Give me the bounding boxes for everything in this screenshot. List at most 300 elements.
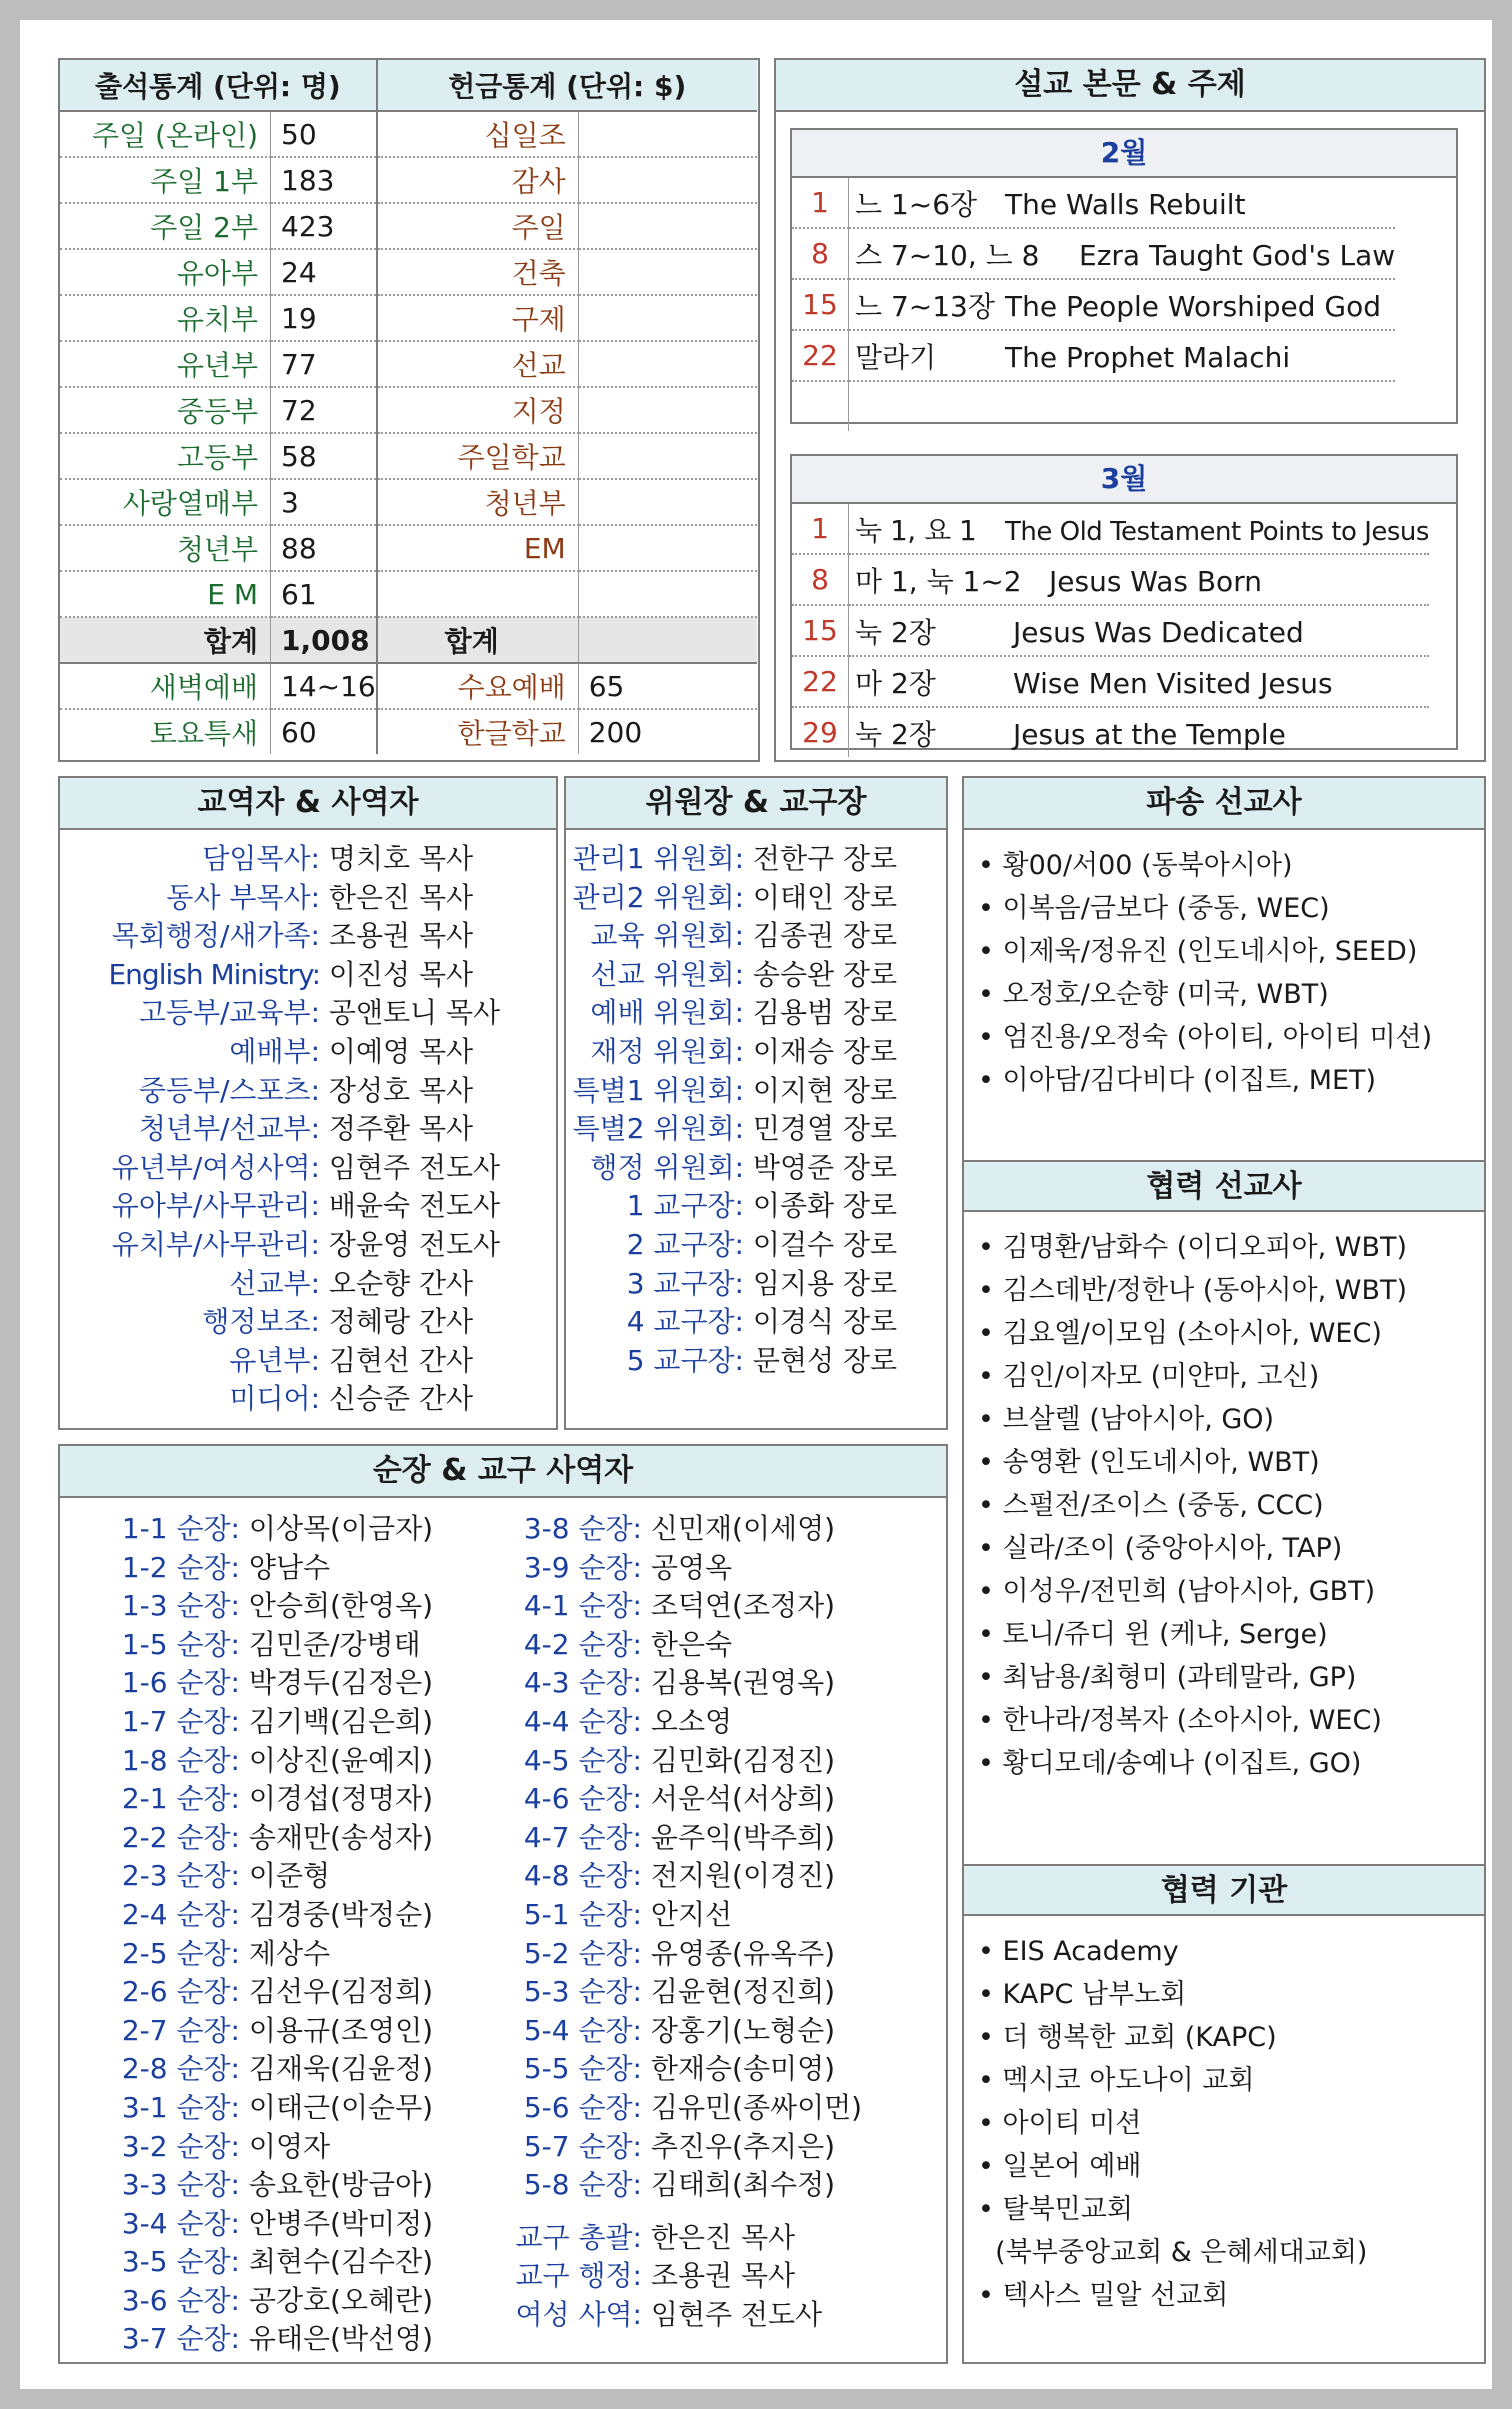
list-item (480, 2219, 940, 2258)
cell-name: 서운석(서상희) (650, 1782, 836, 1816)
offering-label: EM (377, 525, 579, 571)
attendance-value: 72 (271, 387, 377, 433)
list-item (60, 2205, 500, 2244)
cell-role: 4-7 순장: (523, 1820, 642, 1854)
list-item (60, 1380, 556, 1419)
list-item (480, 1896, 940, 1935)
extra-label: 새벽예배 (60, 663, 271, 709)
sermon-ref: 눅 2장 (855, 717, 936, 751)
sermon-text (849, 707, 1429, 757)
list-item (60, 840, 556, 879)
list-item (480, 1549, 940, 1588)
cell-role: 3-6 순장: (121, 2283, 240, 2317)
offering-label: 구제 (377, 295, 579, 341)
cell-role: 4-4 순장: (523, 1704, 642, 1738)
staff-role: 유년부/여성사역: (111, 1150, 320, 1184)
offering-total-label: 합계 (377, 617, 579, 663)
list-item (60, 1342, 556, 1381)
list-item (60, 1110, 556, 1149)
sermon-day: 22 (792, 330, 849, 381)
list-item: • 스펄전/조이스 (중동, CCC) (978, 1490, 1324, 1521)
sermon-text (849, 381, 1396, 431)
staff-name: 이진성 목사 (328, 957, 474, 991)
cell-role: 1-1 순장: (121, 1512, 240, 1545)
sermon-row (792, 554, 1429, 605)
offering-value (578, 295, 757, 341)
cell-name: 박경두(김정은) (248, 1666, 434, 1700)
staff-name: 정주환 목사 (328, 1112, 474, 1146)
cell-role: 2-1 순장: (121, 1782, 240, 1816)
stats-extra-row (60, 709, 757, 754)
sermon-day: 15 (792, 605, 849, 656)
staff-role: 담임목사: (202, 842, 320, 875)
cell-role: 3-2 순장: (121, 2129, 240, 2163)
cell-role: 5-2 순장: (523, 1936, 642, 1970)
sermon-title: The Prophet Malachi (1005, 340, 1291, 374)
cell-name: 추진우(추지은) (650, 2129, 836, 2163)
offering-label: 주일 (377, 203, 579, 249)
list-item (480, 2089, 940, 2128)
cell-role: 1-3 순장: (121, 1589, 240, 1623)
list-item (60, 956, 556, 995)
cell-role: 5-5 순장: (523, 2052, 642, 2086)
attendance-value: 50 (271, 111, 377, 157)
list-item: • 이성우/전민희 (남아시아, GBT) (978, 1576, 1376, 1607)
committee-role: 교육 위원회: (590, 919, 744, 953)
staff-name: 공앤토니 목사 (328, 996, 501, 1030)
staff-name: 배윤숙 전도사 (328, 1189, 501, 1223)
offering-value (578, 157, 757, 203)
list-item (60, 1549, 500, 1588)
partner-orgs-list (964, 1916, 1484, 2317)
committee-name: 이지현 장로 (752, 1073, 898, 1107)
list-item (60, 1587, 500, 1626)
sermon-day: 15 (792, 279, 849, 330)
staff-role: 중등부/스포츠: (138, 1073, 320, 1107)
list-item (60, 2128, 500, 2167)
attendance-value: 77 (271, 341, 377, 387)
list-item (480, 1857, 940, 1896)
sermon-row (792, 504, 1429, 554)
attendance-label: 사랑열매부 (60, 479, 271, 525)
list-item: • 토니/쥬디 윈 (케냐, Serge) (978, 1619, 1328, 1650)
list-item (480, 1819, 940, 1858)
sermon-row (792, 707, 1429, 757)
cell-role: 2-3 순장: (121, 1859, 240, 1893)
attendance-label: 중등부 (60, 387, 271, 433)
sermon-ref: 느 1~6장 (855, 187, 978, 221)
attendance-label: 주일 (온라인) (60, 111, 271, 157)
stats-row (60, 157, 757, 203)
offering-value (578, 433, 757, 479)
committee-name: 전한구 장로 (752, 842, 898, 875)
list-item: • KAPC 남부노회 (978, 1979, 1187, 2010)
sermon-text (849, 178, 1396, 228)
list-item (566, 840, 946, 879)
offering-value (578, 525, 757, 571)
list-item: • 송영환 (인도네시아, WBT) (978, 1447, 1320, 1478)
staff-name: 김현선 간사 (328, 1343, 474, 1377)
list-item (480, 2257, 940, 2296)
staff-role: 유년부: (229, 1343, 320, 1377)
cell-name: 안병주(박미정) (248, 2206, 434, 2240)
attendance-value: 183 (271, 157, 377, 203)
sermon-ref: 말라기 (855, 340, 937, 374)
sermon-ref: 눅 1, 요 1 (855, 513, 977, 547)
committee-role: 1 교구장: (626, 1189, 744, 1223)
partner-missionaries-header: 협력 선교사 (964, 1160, 1484, 1212)
cell-name: 유영종(유옥주) (650, 1936, 836, 1970)
list-item (480, 1935, 940, 1974)
offering-value (578, 203, 757, 249)
committee-role: 예배 위원회: (590, 996, 744, 1030)
cell-name: 김경중(박정순) (248, 1897, 434, 1931)
staff-name: 임현주 전도사 (328, 1150, 501, 1184)
list-item (566, 879, 946, 918)
list-item (60, 2282, 500, 2321)
attendance-label: 주일 1부 (60, 157, 271, 203)
attendance-label: 주일 2부 (60, 203, 271, 249)
staff-role: 미디어: (229, 1382, 320, 1416)
committee-name: 이재승 장로 (752, 1034, 898, 1068)
cell-name: 조덕연(조정자) (650, 1589, 836, 1623)
cell-name: 오소영 (650, 1704, 733, 1738)
cell-name: 이영자 (248, 2129, 331, 2163)
district-role: 교구 행정: (515, 2259, 642, 2293)
sermon-row (792, 330, 1395, 381)
cell-role: 4-2 순장: (523, 1627, 642, 1661)
list-item (480, 1626, 940, 1665)
committee-box (564, 776, 948, 1430)
list-item: • 텍사스 밀알 선교회 (978, 2280, 1229, 2311)
staff-list (60, 830, 556, 1419)
staff-name: 오순향 간사 (328, 1266, 474, 1300)
attendance-value: 3 (271, 479, 377, 525)
list-item (566, 1265, 946, 1304)
cell-name: 공영옥 (650, 1550, 733, 1584)
sermon-text (849, 504, 1429, 554)
cell-role: 3-9 순장: (523, 1550, 642, 1584)
cell-role: 5-1 순장: (523, 1897, 642, 1931)
month-title: 2월 (792, 130, 1456, 178)
extra-value: 60 (271, 709, 377, 754)
committee-role: 특별1 위원회: (572, 1073, 744, 1107)
list-item: • 브살렐 (남아시아, GO) (978, 1404, 1275, 1435)
cell-leaders-box (58, 1444, 948, 2364)
district-role: 교구 총괄: (515, 2220, 642, 2254)
committee-list (566, 830, 946, 1380)
attendance-value: 58 (271, 433, 377, 479)
stats-row (60, 525, 757, 571)
cell-role: 3-5 순장: (121, 2245, 240, 2279)
cell-name: 이준형 (248, 1859, 331, 1893)
offering-value (578, 111, 757, 157)
list-item (566, 917, 946, 956)
attendance-value: 61 (271, 571, 377, 617)
list-item (60, 1935, 500, 1974)
list-item (480, 2128, 940, 2167)
committee-name: 김용범 장로 (752, 996, 898, 1030)
list-item: • 김스데반/정한나 (동아시아, WBT) (978, 1275, 1408, 1306)
sermon-title: Jesus Was Dedicated (1013, 615, 1304, 649)
sermon-row (792, 279, 1395, 330)
list-item: • 황00/서00 (동북아시아) (978, 850, 1293, 881)
sermon-title: The Walls Rebuilt (1005, 187, 1246, 221)
offering-label: 선교 (377, 341, 579, 387)
cell-name: 최현수(김수잔) (248, 2245, 434, 2279)
attendance-label: 유치부 (60, 295, 271, 341)
stats-row (60, 111, 757, 157)
staff-role: 선교부: (229, 1266, 320, 1300)
committee-name: 이걸수 장로 (752, 1227, 898, 1261)
committee-header: 위원장 & 교구장 (566, 778, 946, 830)
stats-table (60, 60, 757, 754)
cell-role: 3-1 순장: (121, 2090, 240, 2124)
stats-row (60, 249, 757, 295)
sermon-day (792, 381, 849, 431)
cell-name: 한재승(송미영) (650, 2052, 836, 2086)
list-item (566, 1110, 946, 1149)
partner-orgs-header: 협력 기관 (964, 1864, 1484, 1916)
cell-name: 이상진(윤예지) (248, 1743, 434, 1777)
offering-label: 건축 (377, 249, 579, 295)
sent-missionaries-header: 파송 선교사 (964, 778, 1484, 830)
committee-name: 문현성 장로 (752, 1343, 898, 1377)
staff-name: 한은진 목사 (328, 880, 474, 914)
cell-name: 김민화(김정진) (650, 1743, 836, 1777)
staff-role: 목회행정/새가족: (111, 919, 320, 953)
sermon-ref: 마 2장 (855, 666, 936, 700)
attendance-label: 청년부 (60, 525, 271, 571)
staff-name: 신승준 간사 (328, 1382, 474, 1416)
list-item: • 아이티 미션 (978, 2108, 1142, 2139)
sermon-day: 22 (792, 656, 849, 707)
cell-name: 이태근(이순무) (248, 2090, 434, 2124)
sermon-title: Wise Men Visited Jesus (1013, 666, 1333, 700)
partner-missionaries-list (964, 1212, 1484, 1864)
sermon-day: 1 (792, 504, 849, 554)
list-item (60, 1819, 500, 1858)
stats-row (60, 571, 757, 617)
list-item (60, 994, 556, 1033)
cell-name: 양남수 (248, 1550, 331, 1584)
offering-value (578, 479, 757, 525)
list-item (60, 1072, 556, 1111)
extra-value: 14~16 (271, 663, 377, 709)
list-item (566, 1149, 946, 1188)
cell-role: 4-8 순장: (523, 1859, 642, 1893)
cell-role: 3-7 순장: (121, 2322, 240, 2356)
sermon-row (792, 656, 1429, 707)
attendance-total-value: 1,008 (271, 617, 377, 663)
cell-name: 한은숙 (650, 1627, 733, 1661)
committee-name: 이경식 장로 (752, 1305, 898, 1339)
committee-role: 행정 위원회: (590, 1150, 744, 1184)
offering-value (578, 341, 757, 387)
cell-name: 김용복(권영옥) (650, 1666, 836, 1700)
cell-name: 김기백(김은희) (248, 1704, 434, 1738)
staff-role: 예배부: (229, 1034, 320, 1068)
list-item: • 탈북민교회 (978, 2194, 1133, 2225)
sermon-ref: 느 7~13장 (855, 289, 995, 323)
sermon-list (792, 178, 1395, 431)
list-item (566, 1226, 946, 1265)
extra-label: 한글학교 (377, 709, 579, 754)
list-item: • 더 행복한 교회 (KAPC) (978, 2022, 1277, 2053)
attendance-total-label: 합계 (60, 617, 271, 663)
extra-label: 토요특새 (60, 709, 271, 754)
list-item: • 김명환/남화수 (이디오피아, WBT) (978, 1232, 1408, 1263)
sermon-text (849, 330, 1396, 381)
offering-total-value (578, 617, 757, 663)
cell-leaders-right (480, 1510, 940, 2334)
attendance-value: 88 (271, 525, 377, 571)
cell-role: 2-2 순장: (121, 1820, 240, 1854)
list-item (60, 1033, 556, 1072)
list-item (480, 1973, 940, 2012)
offering-label: 십일조 (377, 111, 579, 157)
list-item (60, 1265, 556, 1304)
staff-role: 고등부/교육부: (138, 996, 320, 1030)
extra-value: 200 (588, 715, 643, 749)
list-item (566, 994, 946, 1033)
month-title: 3월 (792, 456, 1456, 504)
committee-name: 임지용 장로 (752, 1266, 898, 1300)
attendance-value: 24 (271, 249, 377, 295)
attendance-label: 고등부 (60, 433, 271, 479)
staff-name: 이예영 목사 (328, 1034, 474, 1068)
offering-value (578, 571, 757, 617)
list-item: • 이아담/김다비다 (이집트, MET) (978, 1065, 1377, 1096)
list-item: • 김인/이자모 (미얀마, 고신) (978, 1361, 1320, 1392)
cell-name: 김재욱(김윤정) (248, 2052, 434, 2086)
list-item (480, 1742, 940, 1781)
sermon-title: Jesus at the Temple (1013, 717, 1286, 751)
cell-role: 4-5 순장: (523, 1743, 642, 1777)
offering-value (578, 387, 757, 433)
list-item: • 일본어 예배 (978, 2151, 1142, 2182)
stats-total-row (60, 617, 757, 663)
list-item (60, 1226, 556, 1265)
cell-name: 이용규(조영인) (248, 2013, 434, 2047)
cell-name: 제상수 (248, 1936, 331, 1970)
sermon-row (792, 381, 1395, 431)
month-feb (790, 128, 1458, 424)
sermon-text (849, 656, 1429, 707)
list-item: • EIS Academy (978, 1936, 1179, 1967)
cell-role: 2-7 순장: (121, 2013, 240, 2047)
list-item (60, 2166, 500, 2205)
committee-role: 5 교구장: (626, 1343, 744, 1377)
sermon-text (849, 554, 1429, 605)
staff-role: English Ministry: (108, 957, 320, 991)
cell-name: 공강호(오혜란) (248, 2283, 434, 2317)
list-item (60, 1149, 556, 1188)
cell-name: 윤주익(박주희) (650, 1820, 836, 1854)
list-item: • 실라/조이 (중앙아시아, TAP) (978, 1533, 1343, 1564)
attendance-header: 출석통계 (단위: 명) (60, 60, 377, 111)
cell-name: 안승희(한영옥) (248, 1589, 434, 1623)
cell-role: 1-8 순장: (121, 1743, 240, 1777)
cell-role: 1-5 순장: (121, 1627, 240, 1661)
list-item (566, 1033, 946, 1072)
list-item (480, 2050, 940, 2089)
sermon-ref: 마 1, 눅 1~2 (855, 564, 1022, 598)
cell-role: 2-4 순장: (121, 1897, 240, 1931)
sermon-day: 8 (792, 554, 849, 605)
sermon-title: Ezra Taught God's Law (1079, 238, 1396, 272)
sermon-row (792, 605, 1429, 656)
cell-role: 5-3 순장: (523, 1975, 642, 2009)
list-item (60, 1303, 556, 1342)
list-item: (북부중앙교회 & 은혜세대교회) (978, 2237, 1368, 2268)
stats-row (60, 295, 757, 341)
list-item (60, 1780, 500, 1819)
cell-role: 3-3 순장: (121, 2168, 240, 2202)
staff-name: 조용권 목사 (328, 919, 474, 953)
offering-label: 주일학교 (377, 433, 579, 479)
list-item (566, 1072, 946, 1111)
offering-label: 감사 (377, 157, 579, 203)
committee-name: 이종화 장로 (752, 1189, 898, 1223)
staff-name: 장윤영 전도사 (328, 1227, 501, 1261)
list-item (60, 2050, 500, 2089)
cell-name: 장홍기(노형순) (650, 2013, 836, 2047)
list-item (60, 1896, 500, 1935)
committee-name: 박영준 장로 (752, 1150, 898, 1184)
offering-label: 지정 (377, 387, 579, 433)
list-item: • 김요엘/이모임 (소아시아, WEC) (978, 1318, 1382, 1349)
staff-header: 교역자 & 사역자 (60, 778, 556, 830)
cell-name: 이상목(이금자) (248, 1512, 434, 1545)
spacer (480, 2205, 940, 2219)
committee-role: 4 교구장: (626, 1305, 744, 1339)
committee-role: 3 교구장: (626, 1266, 744, 1300)
list-item (60, 1664, 500, 1703)
stats-row (60, 387, 757, 433)
cell-name: 전지원(이경진) (650, 1859, 836, 1893)
cell-role: 1-7 순장: (121, 1704, 240, 1738)
list-item: • 최남용/최형미 (과테말라, GP) (978, 1662, 1357, 1693)
cell-role: 5-7 순장: (523, 2129, 642, 2163)
list-item (60, 1973, 500, 2012)
cell-name: 김태희(최수정) (650, 2168, 836, 2202)
cell-role: 1-6 순장: (121, 1666, 240, 1700)
staff-role: 청년부/선교부: (138, 1112, 320, 1146)
cell-role: 2-6 순장: (121, 1975, 240, 2009)
list-item (60, 1510, 500, 1549)
list-item (566, 1342, 946, 1381)
sent-missionaries-list (964, 830, 1484, 1160)
list-item (60, 2012, 500, 2051)
cell-name: 송요한(방금아) (248, 2168, 434, 2202)
sermon-header: 설교 본문 & 주제 (776, 60, 1484, 112)
committee-role: 2 교구장: (626, 1227, 744, 1261)
list-item: • 이제욱/정유진 (인도네시아, SEED) (978, 936, 1418, 967)
bulletin-page (20, 20, 1492, 2389)
list-item (60, 1742, 500, 1781)
staff-name: 명치호 목사 (328, 842, 474, 875)
list-item (60, 2243, 500, 2282)
stats-extra-row (60, 663, 757, 709)
cell-role: 3-4 순장: (121, 2206, 240, 2240)
staff-name: 정혜랑 간사 (328, 1305, 474, 1339)
offering-header: 헌금통계 (단위: $) (377, 60, 757, 111)
attendance-value: 423 (271, 203, 377, 249)
offering-value (578, 249, 757, 295)
district-name: 조용권 목사 (650, 2259, 796, 2293)
cell-role: 4-1 순장: (523, 1589, 642, 1623)
